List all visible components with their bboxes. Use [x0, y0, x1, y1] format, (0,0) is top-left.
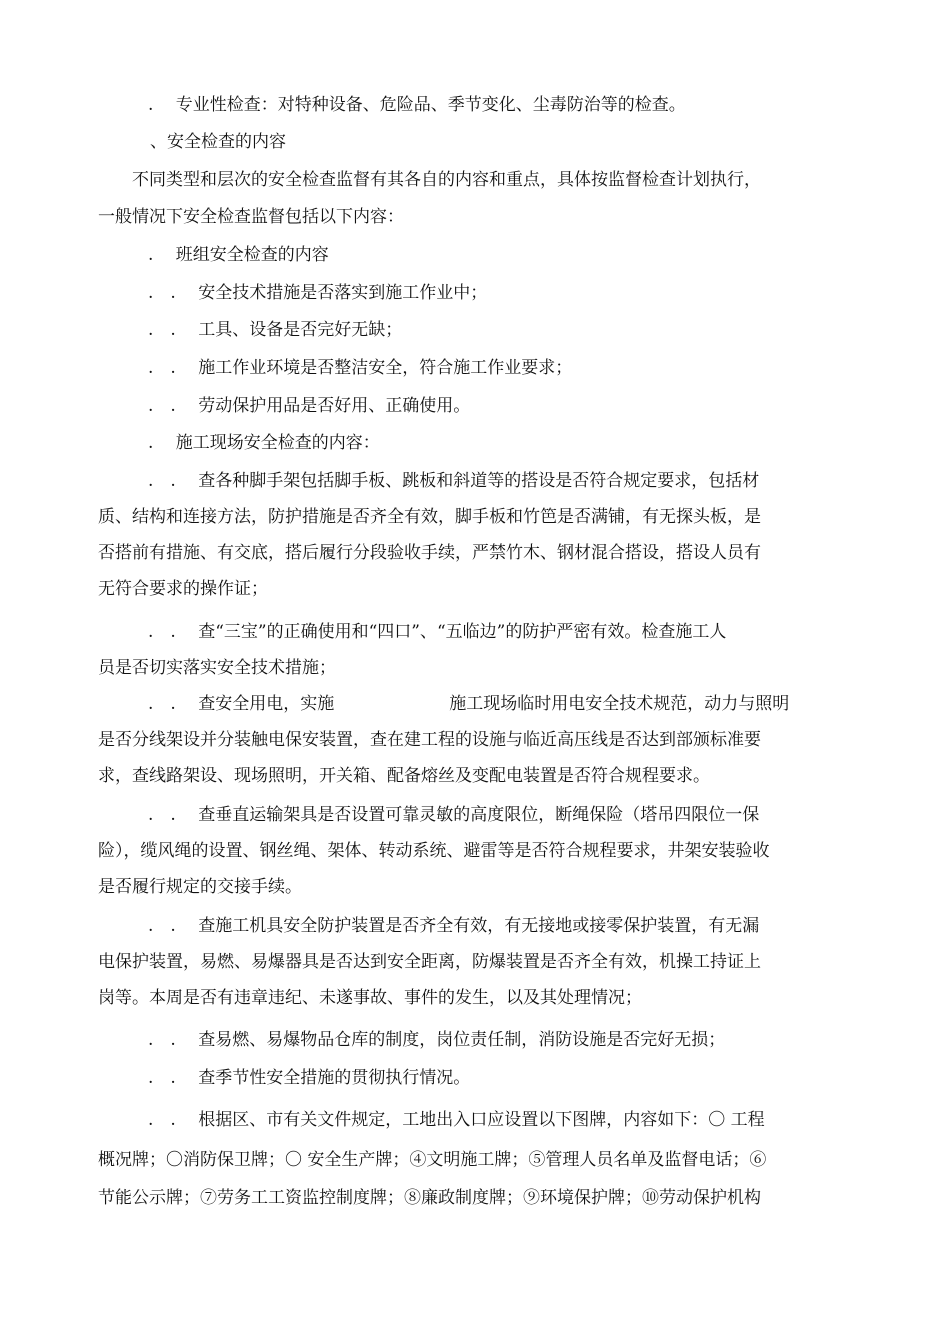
text-line: 岗等。本周是否有违章违纪、未遂事故、事件的发生，以及其处理情况；	[98, 988, 642, 1008]
list-item: . . 施工作业环境是否整洁安全，符合施工作业要求；	[148, 358, 573, 378]
text-line: 险），缆风绳的设置、钢丝绳、架体、转动系统、避雷等是否符合规程要求，井架安装验收	[98, 841, 770, 861]
subsection-heading: . 班组安全检查的内容	[148, 245, 329, 265]
list-item: . . 工具、设备是否完好无缺；	[148, 320, 403, 340]
list-item: . . 查垂直运输架具是否设置可靠灵敏的高度限位，断绳保险（塔吊四限位一保	[148, 805, 760, 825]
text-line: 电保护装置，易燃、易爆器具是否达到安全距离，防爆装置是否齐全有效，机操工持证上	[98, 952, 761, 972]
list-item: . . 查各种脚手架包括脚手板、跳板和斜道等的搭设是否符合规定要求，包括材	[148, 471, 760, 491]
list-item: . . 安全技术措施是否落实到施工作业中；	[148, 283, 488, 303]
text-line: 节能公示牌；⑦劳务工工资监控制度牌；⑧廉政制度牌；⑨环境保护牌；⑩劳动保护机构	[98, 1188, 761, 1208]
text-line: 员是否切实落实安全技术措施；	[98, 658, 336, 678]
list-item: . . 查易燃、易爆物品仓库的制度，岗位责任制，消防设施是否完好无损；	[148, 1030, 726, 1050]
text-line: 求，查线路架设、现场照明，开关箱、配备熔丝及变配电装置是否符合规程要求。	[98, 766, 710, 786]
text-line: 无符合要求的操作证；	[98, 579, 268, 599]
list-item: . . 查施工机具安全防护装置是否齐全有效，有无接地或接零保护装置，有无漏	[148, 916, 760, 936]
section-heading: 、安全检查的内容	[150, 132, 286, 152]
text-segment: . . 查安全用电，实施	[148, 694, 335, 714]
text-line: 否搭前有措施、有交底，搭后履行分段验收手续，严禁竹木、钢材混合搭设，搭设人员有	[98, 543, 761, 563]
list-item: . . 查季节性安全措施的贯彻执行情况。	[148, 1068, 471, 1088]
list-item: . . 根据区、市有关文件规定，工地出入口应设置以下图牌，内容如下：〇 工程	[148, 1110, 765, 1130]
subsection-heading: . 施工现场安全检查的内容：	[148, 433, 380, 453]
text-line: 是否分线架设并分装触电保安装置，查在建工程的设施与临近高压线是否达到部颁标准要	[98, 730, 761, 750]
text-line: 一般情况下安全检查监督包括以下内容：	[98, 207, 404, 227]
text-line: . 专业性检查：对特种设备、危险品、季节变化、尘毒防治等的检查。	[148, 95, 686, 115]
text-line: 不同类型和层次的安全检查监督有其各自的内容和重点，具体按监督检查计划执行，	[132, 170, 761, 190]
list-item: . . 劳动保护用品是否好用、正确使用。	[148, 396, 471, 416]
text-line: 质、结构和连接方法，防护措施是否齐全有效，脚手板和竹笆是否满铺，有无探头板，是	[98, 507, 761, 527]
text-line: 概况牌；〇消防保卫牌；〇 安全生产牌；④文明施工牌；⑤管理人员名单及监督电话；⑥	[98, 1150, 767, 1170]
list-item	[148, 692, 789, 716]
text-line: 是否履行规定的交接手续。	[98, 877, 302, 897]
list-item: . . 查“三宝”的正确使用和“四口”、“五临边”的防护严密有效。检查施工人	[148, 622, 727, 642]
text-segment: 施工现场临时用电安全技术规范，动力与照明	[449, 694, 790, 714]
